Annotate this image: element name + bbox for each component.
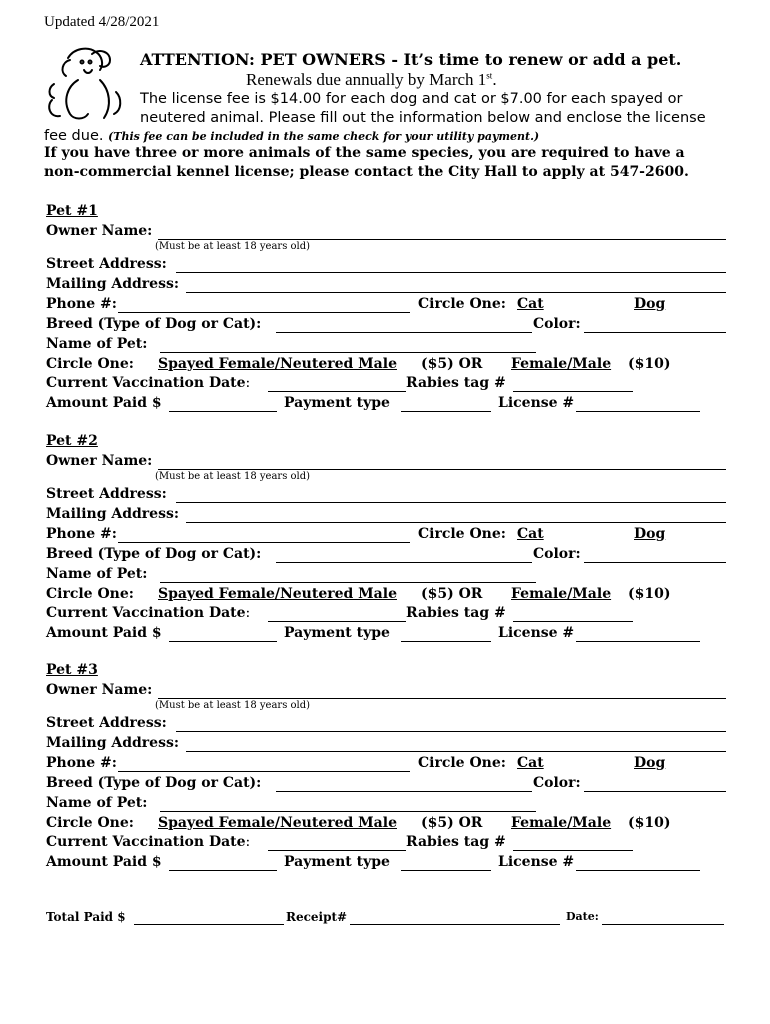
payment-type-field[interactable] xyxy=(401,641,491,642)
mailing-address-field[interactable] xyxy=(186,292,726,293)
pet-title: Pet #1 xyxy=(46,203,98,219)
fee-text-line-1: The license fee is $14.00 for each dog and cat or $7.00 for each spayed or xyxy=(140,91,683,107)
color-field[interactable] xyxy=(584,332,726,333)
license-field[interactable] xyxy=(576,411,700,412)
phone-label: Phone #: xyxy=(46,296,117,312)
age-note: (Must be at least 18 years old) xyxy=(155,700,311,711)
receipt-field[interactable] xyxy=(350,924,560,925)
pet-section-3 xyxy=(0,662,770,882)
pet-section-1 xyxy=(0,203,770,423)
dog-option[interactable]: Dog xyxy=(634,296,666,312)
total-paid-label: Total Paid $ xyxy=(46,910,126,924)
breed-field[interactable] xyxy=(276,562,532,563)
cat-option[interactable]: Cat xyxy=(517,755,544,771)
owner-name-label: Owner Name: xyxy=(46,453,153,469)
rabies-label: Rabies tag # xyxy=(406,605,506,621)
vaccination-field[interactable] xyxy=(268,391,406,392)
fee-text-line-3: fee due. (This fee can be included in the same check for your utility payment.) xyxy=(44,128,540,144)
breed-label: Breed (Type of Dog or Cat): xyxy=(46,775,262,791)
license-field[interactable] xyxy=(576,870,700,871)
amount-paid-label: Amount Paid $ xyxy=(46,625,162,641)
color-label: Color: xyxy=(533,775,581,791)
renewals-line: Renewals due annually by March 1st. xyxy=(246,70,497,89)
attention-heading: ATTENTION: PET OWNERS - It’s time to renew or add a pet. xyxy=(140,50,682,69)
phone-field[interactable] xyxy=(118,312,410,313)
receipt-label: Receipt# xyxy=(286,910,348,924)
color-field[interactable] xyxy=(584,562,726,563)
circle-one-species-label: Circle One: xyxy=(418,296,506,312)
circle-one-species-label: Circle One: xyxy=(418,526,506,542)
updated-date: Updated 4/28/2021 xyxy=(44,14,160,30)
pet-name-label: Name of Pet: xyxy=(46,795,148,811)
breed-label: Breed (Type of Dog or Cat): xyxy=(46,316,262,332)
circle-one-status-label: Circle One: xyxy=(46,815,134,831)
amount-paid-field[interactable] xyxy=(169,411,277,412)
amount-paid-field[interactable] xyxy=(169,870,277,871)
color-field[interactable] xyxy=(584,791,726,792)
rabies-field[interactable] xyxy=(513,391,633,392)
female-male-option[interactable]: Female/Male xyxy=(511,815,612,831)
cat-option[interactable]: Cat xyxy=(517,526,544,542)
spayed-neutered-option[interactable]: Spayed Female/Neutered Male xyxy=(158,586,397,602)
fee-note: (This fee can be included in the same check for your utility payment.) xyxy=(108,130,540,143)
mailing-address-label: Mailing Address: xyxy=(46,735,180,751)
license-field[interactable] xyxy=(576,641,700,642)
color-label: Color: xyxy=(533,316,581,332)
street-address-label: Street Address: xyxy=(46,486,167,502)
dog-option[interactable]: Dog xyxy=(634,526,666,542)
circle-one-status-label: Circle One: xyxy=(46,356,134,372)
circle-one-species-label: Circle One: xyxy=(418,755,506,771)
street-address-field[interactable] xyxy=(176,731,726,732)
female-male-fee: ($10) xyxy=(628,586,671,602)
pet-name-label: Name of Pet: xyxy=(46,336,148,352)
cat-option[interactable]: Cat xyxy=(517,296,544,312)
fee-text-line-2: neutered animal. Please fill out the information below and enclose the license xyxy=(140,110,706,126)
female-male-fee: ($10) xyxy=(628,815,671,831)
female-male-option[interactable]: Female/Male xyxy=(511,586,612,602)
rabies-field[interactable] xyxy=(513,850,633,851)
phone-field[interactable] xyxy=(118,542,410,543)
street-address-field[interactable] xyxy=(176,272,726,273)
payment-type-field[interactable] xyxy=(401,411,491,412)
rabies-label: Rabies tag # xyxy=(406,375,506,391)
age-note: (Must be at least 18 years old) xyxy=(155,241,311,252)
pet-name-field[interactable] xyxy=(160,582,536,583)
pet-name-label: Name of Pet: xyxy=(46,566,148,582)
payment-type-label: Payment type xyxy=(284,625,390,641)
owner-name-field[interactable] xyxy=(158,469,726,470)
street-address-field[interactable] xyxy=(176,502,726,503)
phone-field[interactable] xyxy=(118,771,410,772)
age-note: (Must be at least 18 years old) xyxy=(155,471,311,482)
pet-title: Pet #2 xyxy=(46,433,98,449)
breed-field[interactable] xyxy=(276,332,532,333)
rabies-field[interactable] xyxy=(513,621,633,622)
amount-paid-label: Amount Paid $ xyxy=(46,395,162,411)
license-label: License # xyxy=(498,395,575,411)
vaccination-label: Current Vaccination Date: xyxy=(46,605,251,621)
vaccination-label: Current Vaccination Date: xyxy=(46,834,251,850)
mailing-address-field[interactable] xyxy=(186,751,726,752)
vaccination-label: Current Vaccination Date: xyxy=(46,375,251,391)
owner-name-field[interactable] xyxy=(158,239,726,240)
date-label: Date: xyxy=(566,910,599,923)
phone-label: Phone #: xyxy=(46,755,117,771)
circle-one-status-label: Circle One: xyxy=(46,586,134,602)
color-label: Color: xyxy=(533,546,581,562)
amount-paid-label: Amount Paid $ xyxy=(46,854,162,870)
kennel-text-line-1: If you have three or more animals of the same species, you are required to have a xyxy=(44,145,685,161)
amount-paid-field[interactable] xyxy=(169,641,277,642)
female-male-fee: ($10) xyxy=(628,356,671,372)
pet-logo-icon xyxy=(40,40,130,122)
pet-title: Pet #3 xyxy=(46,662,98,678)
license-label: License # xyxy=(498,854,575,870)
breed-field[interactable] xyxy=(276,791,532,792)
spayed-fee: ($5) OR xyxy=(421,586,483,602)
owner-name-field[interactable] xyxy=(158,698,726,699)
payment-type-label: Payment type xyxy=(284,395,390,411)
dog-option[interactable]: Dog xyxy=(634,755,666,771)
spayed-neutered-option[interactable]: Spayed Female/Neutered Male xyxy=(158,815,397,831)
pet-section-2 xyxy=(0,433,770,653)
spayed-neutered-option[interactable]: Spayed Female/Neutered Male xyxy=(158,356,397,372)
payment-type-field[interactable] xyxy=(401,870,491,871)
payment-type-label: Payment type xyxy=(284,854,390,870)
rabies-label: Rabies tag # xyxy=(406,834,506,850)
breed-label: Breed (Type of Dog or Cat): xyxy=(46,546,262,562)
phone-label: Phone #: xyxy=(46,526,117,542)
owner-name-label: Owner Name: xyxy=(46,223,153,239)
spayed-fee: ($5) OR xyxy=(421,815,483,831)
kennel-text-line-2: non-commercial kennel license; please contact the City Hall to apply at 547-2600. xyxy=(44,164,689,180)
spayed-fee: ($5) OR xyxy=(421,356,483,372)
total-paid-field[interactable] xyxy=(134,924,284,925)
street-address-label: Street Address: xyxy=(46,256,167,272)
mailing-address-label: Mailing Address: xyxy=(46,276,180,292)
license-label: License # xyxy=(498,625,575,641)
date-field[interactable] xyxy=(602,924,724,925)
pet-name-field[interactable] xyxy=(160,811,536,812)
owner-name-label: Owner Name: xyxy=(46,682,153,698)
mailing-address-label: Mailing Address: xyxy=(46,506,180,522)
pet-name-field[interactable] xyxy=(160,352,536,353)
female-male-option[interactable]: Female/Male xyxy=(511,356,612,372)
street-address-label: Street Address: xyxy=(46,715,167,731)
vaccination-field[interactable] xyxy=(268,850,406,851)
mailing-address-field[interactable] xyxy=(186,522,726,523)
vaccination-field[interactable] xyxy=(268,621,406,622)
